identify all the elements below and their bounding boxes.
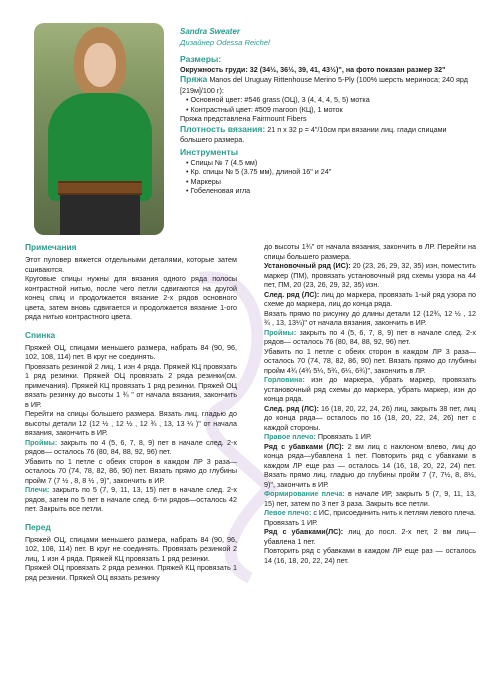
front-paragraph: Пряжей ОЦ провязать 2 ряда резинки. Пряжей КЦ провязать 1 ряд резинки. Пряжей ОЦ вязать резинку xyxy=(25,563,237,582)
front-paragraph: Вязать прямо по рисунку до длины детали 12 (12¾, 12 ½ , 12 ¾ , 13, 13¼)" от начала вязания, закончить в ИР. xyxy=(264,308,476,327)
notes-paragraph: Этот пуловер вяжется отдельными деталями, которые затем сшиваются. xyxy=(25,255,237,274)
front-heading: Перед xyxy=(25,521,51,532)
next-text: лиц до маркера, провязать 1-ый ряд узора по схеме до маркера, лиц до конца ряда. xyxy=(264,289,476,308)
decrease-left-label: Ряд с убавками(ЛС): xyxy=(264,527,344,536)
neckline xyxy=(264,375,476,404)
front-armhole xyxy=(264,328,476,347)
left-shoulder xyxy=(264,508,476,518)
back-heading: Спинка xyxy=(25,329,56,340)
neckline-next-label: След. ряд (ЛС): xyxy=(264,403,319,413)
yarn-main-color: • Основной цвет: #546 grass (ОЦ), 3 (4, 4, 4, 5, 5) мотка xyxy=(186,95,370,105)
sizes-heading: Размеры: xyxy=(180,53,222,64)
decrease-text: 2 вм лиц с наклоном влево, лиц до конца ряда—убавлена 1 пет. Повторить ряд с убавками в каждом ЛР еще раз — осталось 14 (16, 18, 20, 22, 24) пет. Вязать прямо лиц. гладью до глубины пройм 7 (7, 7½, 8, 8½, 9)", закончить в ИР. xyxy=(264,441,476,489)
right-shoulder-text: Провязать 1 ИР. xyxy=(317,432,372,441)
shoulders-label: Плечи: xyxy=(25,485,50,495)
yarn-heading: Пряжа xyxy=(180,74,208,85)
gauge-heading: Плотность вязания: xyxy=(180,123,266,134)
notes-heading: Примечания xyxy=(25,242,77,252)
right-shoulder xyxy=(264,432,476,442)
pattern-header xyxy=(180,27,480,196)
decrease-repeat: Повторить ряд с убавками в каждом ЛР еще раз — осталось 14 (16, 18, 20, 22, 24) пет. xyxy=(264,546,476,565)
brown-belt xyxy=(58,181,142,195)
tools-item: • Гобеленовая игла xyxy=(186,186,251,196)
setup-row xyxy=(264,261,476,290)
neckline-next-text: 16 (18, 20, 22, 24, 26) лиц, закрыть 38 пет, лиц до конца ряда— осталось по 16 (18, 20, 22, 24, 26) пет с каждой стороны. xyxy=(264,403,476,432)
armhole-text: закрыть по 4 (5, 6, 7, 8, 9) пет в начале след. 2-х рядов— осталось 76 (80, 84, 88, 92, 96) пет. xyxy=(25,437,237,457)
next-row xyxy=(264,290,476,309)
right-column xyxy=(264,242,476,565)
sweater-photo xyxy=(34,23,164,235)
shoulders-text: закрыть по 5 (7, 9, 11, 13, 15) пет в начале след. 2-х рядов, затем по 5 пет в начале след. 6-ти рядов—осталось 42 пет. Закрыть все петли. xyxy=(25,485,237,514)
front-paragraph: Убавить по 1 петле с обеих сторон в каждом ЛР 3 раза—осталось 70 (74, 78, 82, 86, 90) пет. Вязать прямо до глубины пройм 4¾ (4¾ 5¼, 5¾, 6¼, 6¾)", закончить в ЛР. xyxy=(264,346,476,375)
tools-item: • Маркеры xyxy=(186,176,221,186)
armhole-label: Проймы: xyxy=(25,437,58,447)
tools-item: • Кр. спицы № 5 (3.75 мм), длиной 16" и 24" xyxy=(186,167,332,177)
gauge-line xyxy=(180,124,480,145)
setup-label: Установочный ряд (ИС): xyxy=(264,261,351,270)
decrease-left-text: лиц до посл. 2-х пет, 2 вм лиц—убавлена 1 пет. xyxy=(264,527,476,546)
sizes-line: Окружность груди: 32 (34½, 36½, 39, 41, 43½)", на фото показан размер 32" xyxy=(180,64,446,74)
pattern-title: Sandra Sweater xyxy=(180,27,241,36)
neckline-label: Горловина: xyxy=(264,375,305,384)
dark-skirt xyxy=(60,195,140,235)
model-face xyxy=(84,43,116,87)
back-shoulders xyxy=(25,485,237,514)
left-shoulder-label: Левое плечо: xyxy=(264,508,312,517)
notes-paragraph: Круговые спицы нужны для вязания одного ряда полосы контрастной нитью, после чего петли сдвигаются на другой конец спиц и продолжается вязание 2-х рядов основного цвета, затем вновь сдвигается и продолжается вязание 1-ого ряда нитью контрастного цвета. xyxy=(25,274,237,322)
left-column xyxy=(25,242,237,582)
yarn-contrast-color: • Контрастный цвет: #509 maroon (КЦ), 1 моток xyxy=(186,104,343,114)
designer-line: Дизайнер Odessa Reichel xyxy=(180,37,270,47)
back-paragraph: Перейти на спицы большего размера. Вязать лиц. гладью до высоты детали 12 (12 ½ , 12 ½ , 12 ¾ , 13, 13 ¼ )" от начала вязания, закончить в ИР. xyxy=(25,409,237,438)
yarn-line xyxy=(180,74,480,95)
left-shoulder-step: Провязать 1 ИР. xyxy=(264,517,318,527)
back-paragraph: Провязать резинкой 2 лиц, 1 изн 4 ряда. Пряжей КЦ провязать 1 ряд резинки. Пряжей ОЦ провязать 2 ряда резинки(см. примечания). Пряжей КЦ провязать 1 ряд резинки. Пряжей ОЦ вязать резинку до высоты 1 ¾ " от начала вязания, закончить в ИР. xyxy=(25,361,237,409)
setup-text: 20 (23, 26, 29, 32, 35) изн, поместить маркер (ПМ), провязать установочный ряд схемы узора на 44 пет, ПМ, 20 (23, 26, 29, 32, 35) изн. xyxy=(264,261,476,289)
back-armhole xyxy=(25,438,237,457)
shoulder-shaping xyxy=(264,489,476,508)
neckline-text: изн до маркера, убрать маркер, провязать установочный ряд схемы до маркера, убрать маркер, изн до конца ряда. xyxy=(264,375,476,403)
yarn-note: Пряжа представлена Fairmount Fibers xyxy=(180,114,307,124)
decrease-row-left xyxy=(264,527,476,546)
left-shoulder-text: с ИС, присоединить нить к петлям левого плеча. xyxy=(313,508,476,517)
decrease-label: Ряд с убавками (ЛС): xyxy=(264,441,344,451)
armhole-text: закрыть по 4 (5, 6, 7, 8, 9) пет в начале след. 2-х рядов— осталось 76 (80, 84, 88, 92, 96) пет. xyxy=(264,327,476,346)
yarn-text: Manos del Uruguay Rittenhouse Merino 5-Ply (100% шерсть мериноса; 240 ярд [219м]/100 г): xyxy=(180,75,468,95)
back-paragraph: Убавить по 1 петле с обеих сторон в каждом ЛР 3 раза—осталось 70 (74, 78, 82, 86, 90) пет. Вязать прямо до глубины пройм 7 (7 ½ , 8, 8 ½ , 9)", закончить в ИР. xyxy=(25,456,237,485)
next-label: След. ряд (ЛС): xyxy=(264,289,320,299)
shaping-text: в начале ИР, закрыть 5 (7, 9, 11, 13, 15) пет, затем по 3 пет 3 раза. Закрыть все петли. xyxy=(264,489,477,508)
neckline-next xyxy=(264,404,476,433)
tools-heading: Инструменты xyxy=(180,146,239,157)
right-shoulder-label: Правое плечо: xyxy=(264,432,316,441)
shaping-label: Формирование плеча: xyxy=(264,489,345,498)
front-paragraph: до высоты 1¾" от начала вязания, закончить в ЛР. Перейти на спицы большего размера. xyxy=(264,242,476,261)
armhole-label: Проймы: xyxy=(264,327,297,337)
back-paragraph: Пряжей ОЦ, спицами меньшего размера, набрать 84 (90, 96, 102, 108, 114) пет. В круг не соединять. xyxy=(25,342,237,362)
gauge-text: 21 п х 32 р = 4"/10см при вязании лиц. глади спицами большего размера. xyxy=(180,124,447,145)
tools-item: • Спицы № 7 (4.5 мм) xyxy=(186,157,258,167)
decrease-row xyxy=(264,442,476,490)
front-paragraph: Пряжей ОЦ, спицами меньшего размера, набрать 84 (90, 96, 102, 108, 114) пет. В круг не соединять. Провязать резинкой 2 лиц, 1 изн 4 ряда. Пряжей КЦ провязать 1 ряд резинки. xyxy=(25,534,237,563)
